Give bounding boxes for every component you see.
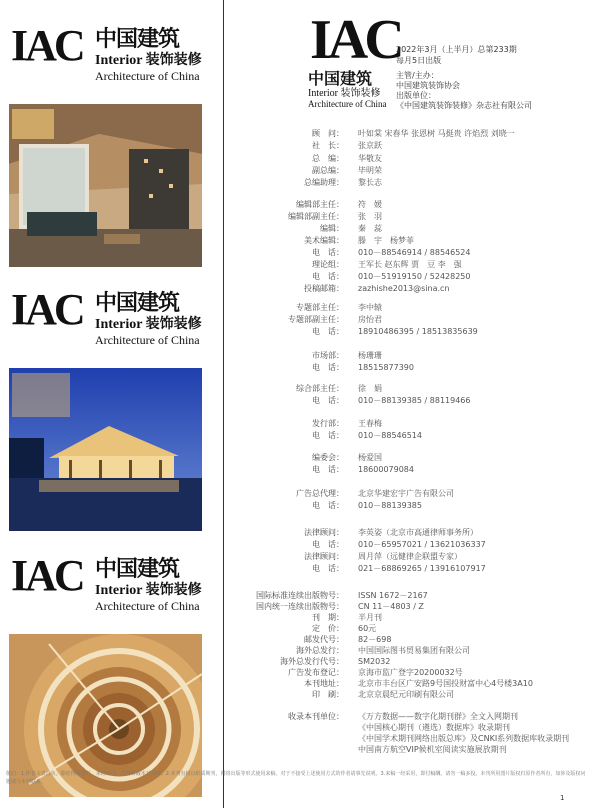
- cover-header: [9, 286, 202, 368]
- credit-value: 滕 宇 杨梦菲: [358, 236, 414, 245]
- credit-label: 美术编辑：: [304, 236, 344, 245]
- cover-logo-interior: Interior 装饰装修: [95, 53, 202, 68]
- cover-photo-pavilion-night: [9, 368, 202, 531]
- cover-logo-cn: 中国建筑: [95, 557, 180, 582]
- credit-value: 符 媛: [358, 200, 382, 209]
- credit-label: 法律顾问：: [304, 528, 344, 537]
- credit-value: 010－51919150 / 52428250: [358, 272, 471, 281]
- credit-value: 010－88546514: [358, 431, 422, 440]
- credit-label: 广告总代理：: [296, 489, 344, 498]
- masthead-logo-en: Architecture of China: [308, 99, 387, 109]
- credit-label: 电 话：: [312, 564, 344, 573]
- credit-label: 社 长：: [312, 141, 344, 150]
- credit-value: 18515877390: [358, 363, 414, 372]
- credit-value: 010－88139385 / 88119466: [358, 396, 471, 405]
- credit-value: 王春梅: [358, 419, 382, 428]
- credit-value: 房怡君: [358, 315, 382, 324]
- credit-value: 82－698: [358, 635, 392, 644]
- credit-value: 黎长志: [358, 178, 382, 187]
- credit-value: 华敬友: [358, 154, 382, 163]
- credit-value: CN 11－4803 / Z: [358, 602, 424, 611]
- credit-label: 法律顾问：: [304, 552, 344, 561]
- credit-label: 编委会：: [312, 453, 344, 462]
- credit-value: 李英姿（北京市高通律师事务所）: [358, 528, 478, 537]
- credit-value: 60元: [358, 624, 377, 633]
- publisher-label: 出版单位：: [396, 91, 436, 100]
- credit-label: 顾 问：: [312, 129, 344, 138]
- credit-label: 电 话：: [312, 272, 344, 281]
- credit-label: 国内统一连续出版物号：: [256, 602, 344, 611]
- credit-value: 18600079084: [358, 465, 414, 474]
- covers-column: [0, 0, 222, 808]
- cover-logo-iac: IAC: [11, 551, 83, 600]
- credit-value: 毕明荣: [358, 166, 382, 175]
- credit-value: SM2032: [358, 657, 391, 666]
- credit-value: 010－88139385: [358, 501, 422, 510]
- credit-label: 专题部主任：: [296, 303, 344, 312]
- credit-value: 半月刊: [358, 613, 382, 622]
- credit-label: 国际标准连续出版物号：: [256, 591, 344, 600]
- credit-value: 李中辕: [358, 303, 382, 312]
- cover-logo-cn: 中国建筑: [95, 291, 180, 316]
- credit-value: 18910486395 / 18513835639: [358, 327, 478, 336]
- cover-logo-iac: IAC: [11, 285, 83, 334]
- masthead-logo-interior: Interior 装饰装修: [308, 88, 381, 99]
- credit-value: 《万方数据——数字化期刊群》全文入网期刊: [358, 712, 518, 721]
- publisher: 《中国建筑装饰装修》杂志社有限公司: [396, 101, 532, 110]
- credit-label: 专题部副主任：: [288, 315, 344, 324]
- credit-value: 杨珊珊: [358, 351, 382, 360]
- credit-value: 叶如棠 宋春华 张恩树 马挺贵 许焰烈 刘晓一: [358, 129, 515, 138]
- credit-value: ISSN 1672－2167: [358, 591, 428, 600]
- cover-logo-interior: Interior 装饰装修: [95, 317, 202, 332]
- credit-label: 电 话：: [312, 501, 344, 510]
- credit-label: 海外总发行：: [296, 646, 344, 655]
- credit-value: 秦 蕊: [358, 224, 382, 233]
- credit-value: 张京跃: [358, 141, 382, 150]
- cover-3[interactable]: [9, 552, 202, 797]
- credit-label: 电 话：: [312, 363, 344, 372]
- credit-value: 021－68869265 / 13916107917: [358, 564, 486, 573]
- credit-value: 010－88546914 / 88546524: [358, 248, 471, 257]
- cover-logo-iac: IAC: [11, 21, 83, 70]
- publish-schedule: 每月5日出版: [396, 56, 442, 65]
- credit-label: 发行部：: [312, 419, 344, 428]
- imprint-page: [224, 0, 600, 808]
- credit-label: 邮发代号：: [304, 635, 344, 644]
- credit-label: 投稿邮箱：: [304, 284, 344, 293]
- credit-label: 海外总发行代号：: [280, 657, 344, 666]
- credit-label: 广告发布登记：: [288, 668, 344, 677]
- masthead-logo-cn: 中国建筑: [308, 69, 373, 88]
- cover-2[interactable]: [9, 286, 202, 531]
- footer-notice: 敬启：1.作者文责自负。除征得同意外，未经许可，不得转载本刊文章。2.本刊有权以纸质期刊、网络出版等形式使用来稿，对于不接受上述使用方式的作者请事先说明。3.来稿一经采用，即付稿酬。请勿一稿多投。本刊所用图片版权归原作者所有，如涉及版权问题请与本刊联系。: [6, 771, 586, 785]
- credit-value: 中国国际图书贸易集团有限公司: [358, 646, 470, 655]
- credit-label: 理论组：: [312, 260, 344, 269]
- cover-logo-en: Architecture of China: [95, 599, 200, 613]
- cover-photo-interior-living-room: [9, 104, 202, 267]
- credit-label: 编辑部副主任：: [288, 212, 344, 221]
- credit-label: 编辑部主任：: [296, 200, 344, 209]
- credit-value: 徐 娟: [358, 384, 382, 393]
- cover-logo-en: Architecture of China: [95, 333, 200, 347]
- credit-label: 市场部：: [312, 351, 344, 360]
- cover-logo-cn: 中国建筑: [95, 27, 180, 52]
- cover-logo-interior: Interior 装饰装修: [95, 583, 202, 598]
- sponsor-label: 主管/主办：: [396, 71, 439, 80]
- page-number: 1: [560, 794, 565, 802]
- masthead-logo-iac: IAC: [310, 9, 401, 71]
- credit-label: 编辑：: [320, 224, 344, 233]
- credit-label: 电 话：: [312, 431, 344, 440]
- credit-label: 收录本刊单位：: [288, 712, 344, 721]
- credit-value: 北京华建宏宇广告有限公司: [358, 489, 454, 498]
- credit-value: 王军长 赵东辉 贾 豆 李 强: [358, 260, 462, 269]
- sponsor: 中国建筑装饰协会: [396, 81, 460, 90]
- credit-label: 总编助理：: [304, 178, 344, 187]
- credit-value: 张 羽: [358, 212, 382, 221]
- credit-value: zazhishe2013@sina.cn: [358, 284, 450, 293]
- credit-label: 电 话：: [312, 540, 344, 549]
- credit-label: 电 话：: [312, 396, 344, 405]
- credit-value: 杨爱国: [358, 453, 382, 462]
- cover-header: [9, 552, 202, 634]
- cover-1[interactable]: [9, 22, 202, 267]
- credit-label: 总 编：: [312, 154, 344, 163]
- credit-value: 京海市监广登字20200032号: [358, 668, 463, 677]
- credit-value: 北京市丰台区广安路9号国投财富中心4号楼3A10: [358, 679, 533, 688]
- credit-label: 副总编：: [312, 166, 344, 175]
- credit-label: 本刊地址：: [304, 679, 344, 688]
- credit-label: 定 价：: [312, 624, 344, 633]
- issue-line: 2022年3月（上半月）总第233期: [396, 45, 517, 54]
- credit-label: 电 话：: [312, 248, 344, 257]
- credit-value: 北京京晨纪元印刷有限公司: [358, 690, 454, 699]
- credit-label: 电 话：: [312, 327, 344, 336]
- credit-value: 中国南方航空VIP候机室阅读实施展放期刊: [358, 745, 507, 754]
- credit-value: 周月萍（远健律企联盟专家）: [358, 552, 462, 561]
- cover-logo-en: Architecture of China: [95, 69, 200, 83]
- cover-header: [9, 22, 202, 104]
- credit-value: 010－65957021 / 13621036337: [358, 540, 486, 549]
- credit-label: 印 刷：: [312, 690, 344, 699]
- credit-label: 电 话：: [312, 465, 344, 474]
- credit-label: 综合部主任：: [296, 384, 344, 393]
- credit-value: 《中国核心期刊（遴选）数据库》收录期刊: [358, 723, 510, 732]
- credit-label: 刊 期：: [312, 613, 344, 622]
- credit-value: 《中国学术期刊网络出版总库》及CNKI系列数据库收录期刊: [358, 734, 570, 743]
